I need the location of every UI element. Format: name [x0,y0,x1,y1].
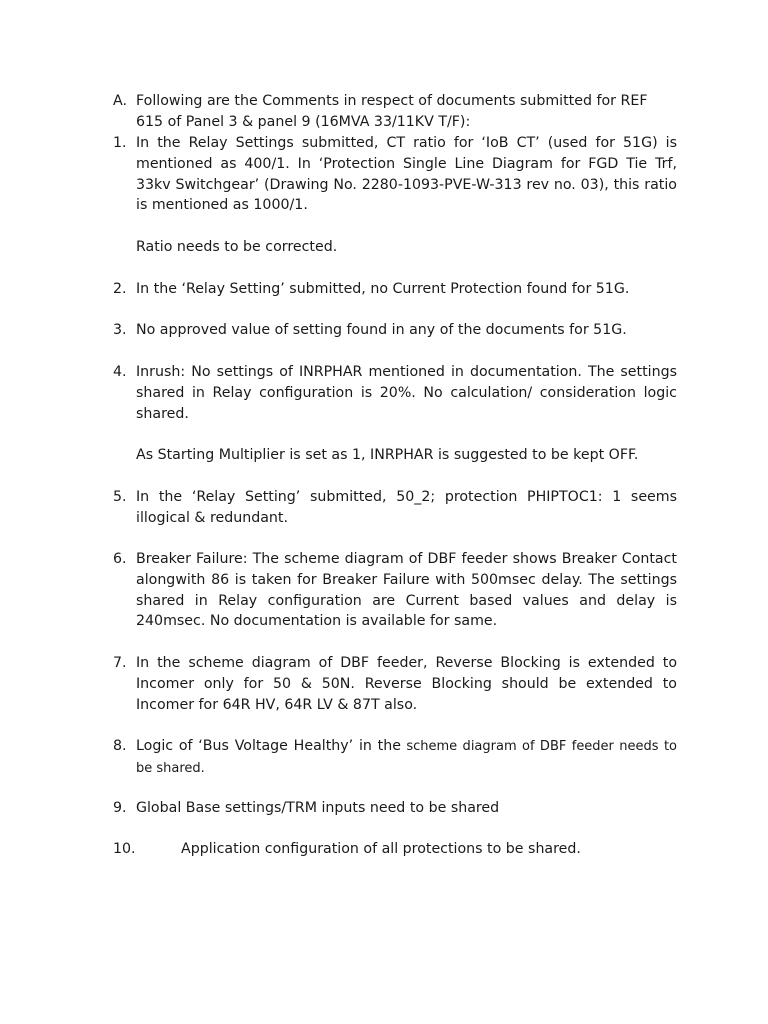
list-item-text: In the scheme diagram of DBF feeder, Reverse Blocking is extended to Incomer only for 50 & 50N. Reverse Blocking should be extended to Incomer for 64R HV, 64R LV & 87T also. [136,655,677,713]
list-item-5 [113,487,677,529]
list-marker: 2. [113,281,127,297]
list-item-text: Inrush: No settings of INRPHAR mentioned in documentation. The settings shared in Relay configuration is 20%. No calculation/ consideration logic shared. [136,364,677,422]
list-item-3 [113,320,677,341]
list-item-10 [113,839,677,860]
list-item-2 [113,279,677,300]
list-marker: 10. [113,841,136,857]
list-item-text: In the Relay Settings submitted, CT ratio for ‘IoB CT’ (used for 51G) is mentioned as 400/1. In ‘Protection Single Line Diagram for FGD Tie Trf, 33kv Switchgear’ (Drawing No. 2280-1093-PVE-W-313 rev no. 03), this ratio is mentioned as 1000/1. [136,135,677,214]
list-item-text: In the ‘Relay Setting’ submitted, no Current Protection found for 51G. [136,281,630,297]
list-item-9 [113,798,677,819]
list-marker: 5. [113,489,127,505]
list-item-text: Application configuration of all protections to be shared. [181,841,581,857]
list-item-4 [113,362,677,466]
intro-marker: A. [113,93,127,109]
list-item-8 [113,736,677,780]
list-item-7 [113,653,677,715]
list-item-6 [113,549,677,632]
list-item-note: As Starting Multiplier is set as 1, INRPHAR is suggested to be kept OFF. [136,447,639,464]
list-marker: 7. [113,655,127,671]
list-item-text: Logic of ‘Bus Voltage Healthy’ in the [136,738,401,754]
list-marker: 4. [113,364,127,380]
list-marker: 1. [113,135,127,151]
list-item-text: No approved value of setting found in any of the documents for 51G. [136,322,627,338]
intro-item [113,91,677,133]
list-item-note: Ratio needs to be corrected. [136,238,338,255]
intro-text: Following are the Comments in respect of documents submitted for REF 615 of Panel 3 & panel 9 (16MVA 33/11KV T/F): [136,93,648,130]
list-item-text-small: scheme diagram of DBF feeder needs to be shared. [136,739,678,776]
list-item-text: In the ‘Relay Setting’ submitted, 50_2; protection PHIPTOC1: 1 seems illogical & redundant. [136,489,677,526]
list-marker: 8. [113,738,127,754]
list-item-text: Global Base settings/TRM inputs need to be shared [136,800,500,816]
list-item-1 [113,133,677,258]
list-marker: 3. [113,322,127,338]
list-item-text: Breaker Failure: The scheme diagram of DBF feeder shows Breaker Contact alongwith 86 is taken for Breaker Failure with 500msec delay. The settings shared in Relay configuration are Current based values and delay is 240msec. No documentation is available for same. [136,551,677,630]
list-marker: 9. [113,800,127,816]
list-marker: 6. [113,551,127,567]
